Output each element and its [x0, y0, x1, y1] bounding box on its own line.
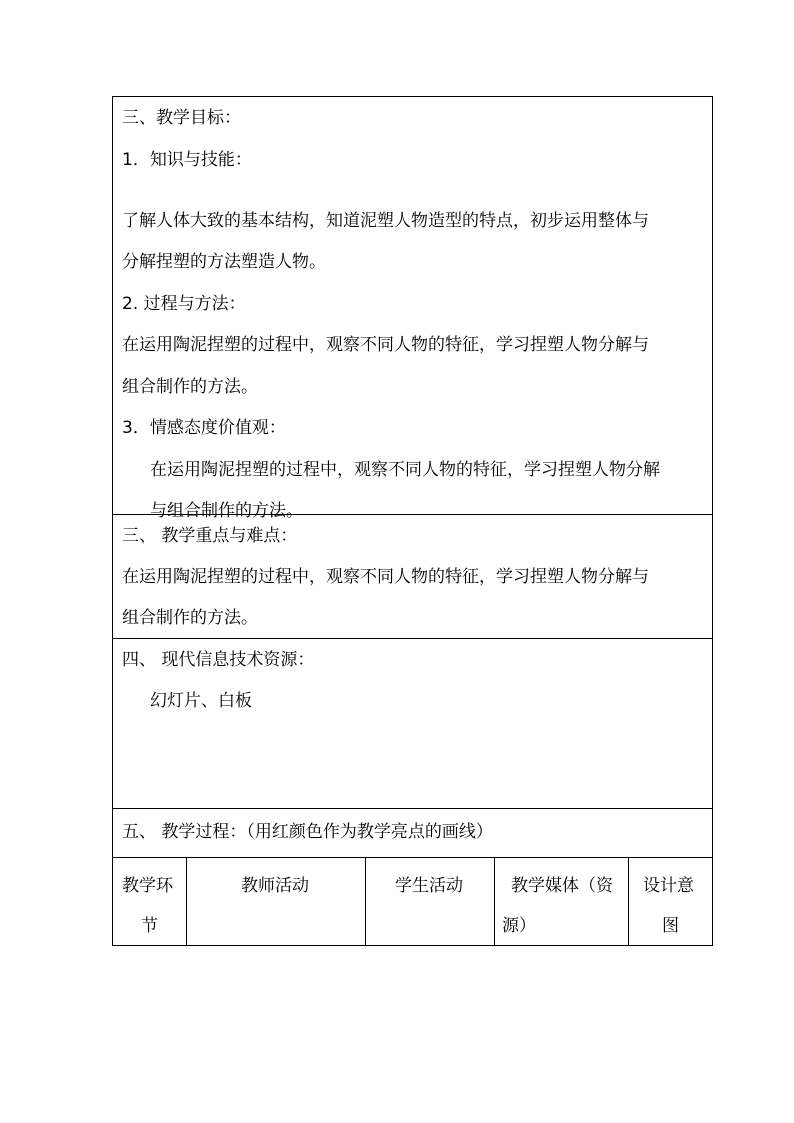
header-cell-teacher: [187, 858, 366, 945]
key-points-section: [113, 515, 712, 639]
key-points-heading: 三、 教学重点与难点：: [122, 526, 298, 546]
emotion-title: 3．情感态度价值观：: [122, 418, 286, 438]
header-student: 学生活动: [395, 876, 463, 896]
process-title: 2. 过程与方法：: [122, 294, 246, 314]
process-heading: 五、 教学过程：（用红颜色作为教学亮点的画线）: [122, 822, 493, 842]
resources-content: 幻灯片、白板: [150, 691, 252, 711]
process-table-header: [113, 858, 712, 945]
lesson-plan-table: [112, 96, 713, 946]
header-teacher: 教师活动: [241, 876, 309, 896]
key-points-line-2: 组合制作的方法。: [122, 608, 258, 628]
resources-section: [113, 639, 712, 809]
emotion-line-1: 在运用陶泥捏塑的过程中，观察不同人物的特征，学习捏塑人物分解: [150, 460, 660, 480]
process-line-2: 组合制作的方法。: [122, 377, 258, 397]
emotion-line-2: 与组合制作的方法。: [150, 501, 303, 521]
objectives-section: [113, 97, 712, 521]
header-intent-line-1: 设计意: [643, 876, 694, 896]
header-cell-intent: [629, 858, 712, 945]
header-stage-line-1: 教学环: [122, 876, 173, 896]
header-media-line-2: 源）: [502, 916, 536, 936]
header-intent-line-2: 图: [662, 916, 679, 936]
knowledge-line-1: 了解人体大致的基本结构，知道泥塑人物造型的特点，初步运用整体与: [122, 211, 649, 231]
process-section: [113, 809, 712, 858]
process-line-1: 在运用陶泥捏塑的过程中，观察不同人物的特征，学习捏塑人物分解与: [122, 335, 649, 355]
header-stage-line-2: 节: [141, 916, 158, 936]
knowledge-title: 1．知识与技能：: [122, 150, 252, 170]
header-cell-media: [495, 858, 629, 945]
header-media-line-1: 教学媒体（资: [511, 876, 613, 896]
header-cell-student: [366, 858, 495, 945]
objectives-heading: 三、教学目标：: [122, 108, 241, 128]
resources-heading: 四、 现代信息技术资源：: [122, 650, 315, 670]
knowledge-line-2: 分解捏塑的方法塑造人物。: [122, 252, 326, 272]
header-cell-stage: [113, 858, 187, 945]
key-points-line-1: 在运用陶泥捏塑的过程中，观察不同人物的特征，学习捏塑人物分解与: [122, 567, 649, 587]
